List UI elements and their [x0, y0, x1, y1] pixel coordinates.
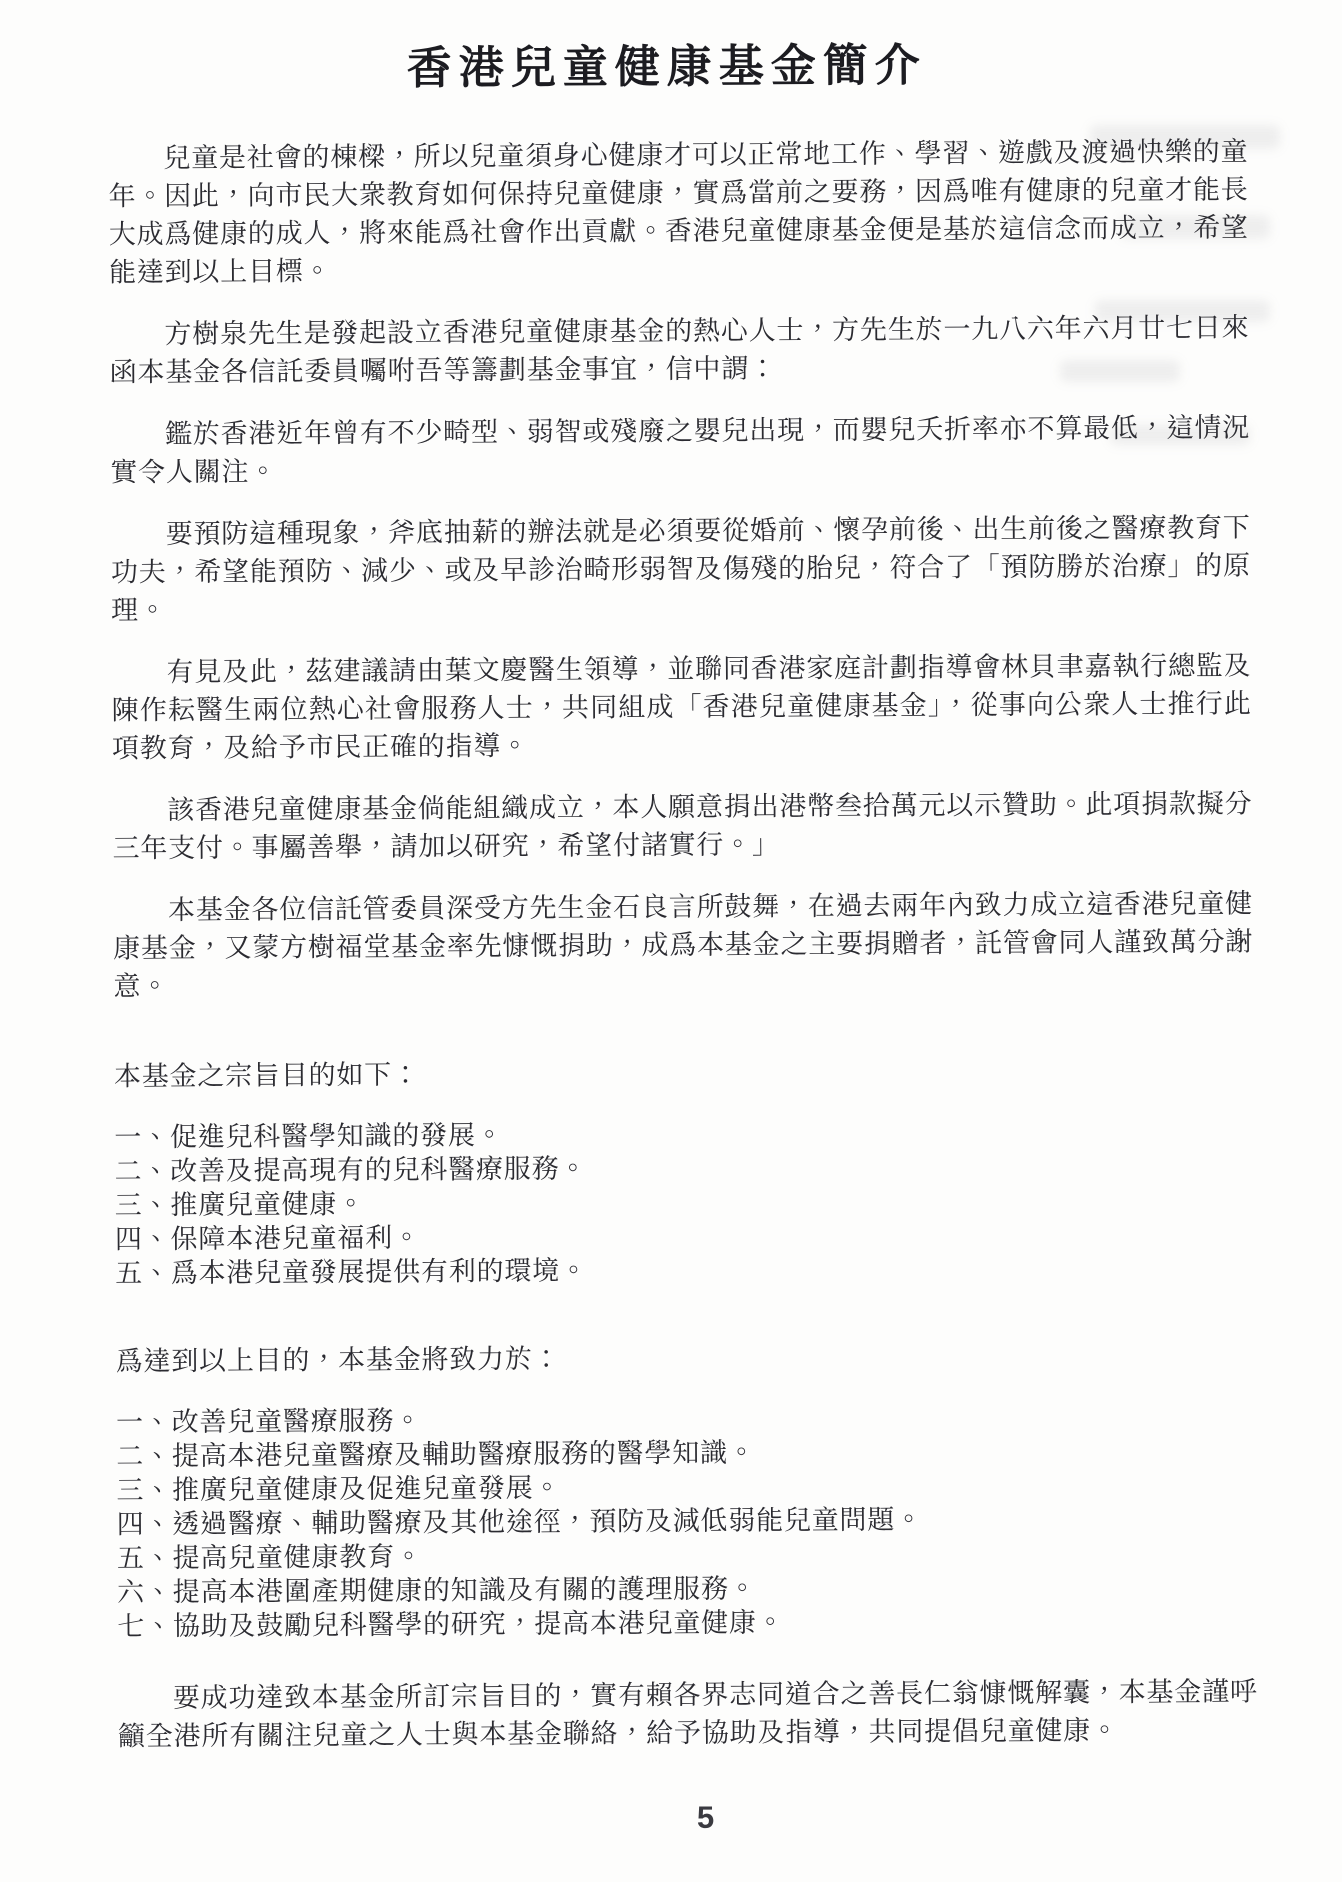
- document-title: 香港兒童健康基金簡介: [406, 40, 927, 94]
- paragraph-letter-prevention: 要預防這種現象，斧底抽薪的辦法就是必須要從婚前、懷孕前後、出生前後之醫療教育下功夫，希望能預防、減少、或及早診治畸形弱智及傷殘的胎兒，符合了「預防勝於治療」的原理。: [110, 512, 1251, 626]
- actions-item-1: 一、改善兒童醫療服務。: [115, 1405, 422, 1438]
- actions-heading: 爲達到以上目的，本基金將致力於：: [115, 1343, 561, 1377]
- actions-list: [116, 1399, 1257, 1643]
- paragraph-letter-proposal: 有見及此，茲建議請由葉文慶醫生領導，並聯同香港家庭計劃指導會林貝聿嘉執行總監及陳作耘醫生兩位熱心社會服務人士，共同組成「香港兒童健康基金」，從事向公衆人士推行此項教育，及給予市民正確的指導。: [111, 650, 1252, 764]
- paragraph-intro: 兒童是社會的棟樑，所以兒童須身心健康才可以正常地工作、學習、遊戲及渡過快樂的童年。因此，向市民大衆教育如何保持兒童健康，實爲當前之要務，因爲唯有健康的兒童才能長大成爲健康的成人，將來能爲社會作出貢獻。香港兒童健康基金便是基於這信念而成立，希望能達到以上目標。: [108, 136, 1249, 288]
- objectives-item-4: 四、保障本港兒童福利。: [114, 1222, 421, 1255]
- document-body: [108, 132, 1258, 1779]
- objectives-list: [114, 1114, 1255, 1290]
- actions-item-4: 四、透過醫療、輔助醫療及其他途徑，預防及減低弱能兒童問題。: [116, 1504, 923, 1540]
- actions-item-3: 三、推廣兒童健康及促進兒童發展。: [116, 1472, 562, 1506]
- page-number: 5: [696, 1799, 715, 1835]
- paragraph-letter-concern: 鑑於香港近年曾有不少畸型、弱智或殘廢之嬰兒出現，而嬰兒夭折率亦不算最低，這情況實令人關注。: [110, 412, 1251, 488]
- paragraph-trustees-thanks: 本基金各位信託管委員深受方先生金石良言所鼓舞，在過去兩年內致力成立這香港兒童健康基金，又蒙方樹福堂基金率先慷慨捐助，成爲本基金之主要捐贈者，託管會同人謹致萬分謝意。: [113, 888, 1254, 1002]
- objectives-item-5: 五、爲本港兒童發展提供有利的環境。: [115, 1255, 588, 1289]
- actions-item-6: 六、提高本港圍產期健康的知識及有關的護理服務。: [117, 1573, 757, 1608]
- objectives-item-3: 三、推廣兒童健康。: [114, 1188, 366, 1221]
- actions-item-2: 二、提高本港兒童醫療及輔助醫療服務的醫學知識。: [116, 1437, 756, 1472]
- paragraph-founder-letter-intro: 方樹泉先生是發起設立香港兒童健康基金的熱心人士，方先生於一九八六年六月廿七日來函本基金各信託委員囑咐吾等籌劃基金事宜，信中謂：: [109, 312, 1250, 388]
- objectives-heading: 本基金之宗旨目的如下：: [113, 1059, 420, 1092]
- actions-item-7: 七、協助及鼓勵兒科醫學的研究，提高本港兒童健康。: [117, 1607, 785, 1642]
- paragraph-letter-donation: 該香港兒童健康基金倘能組織成立，本人願意捐出港幣叁拾萬元以示贊助。此項捐款擬分三年支付。事屬善舉，請加以研究，希望付諸實行。」: [112, 788, 1253, 864]
- objectives-item-1: 一、促進兒科醫學知識的發展。: [114, 1120, 504, 1153]
- objectives-item-2: 二、改善及提高現有的兒科醫療服務。: [114, 1153, 588, 1187]
- actions-item-5: 五、提高兒童健康教育。: [116, 1541, 423, 1574]
- closing-paragraph: 要成功達致本基金所訂宗旨目的，實有賴各界志同道合之善長仁翁慷慨解囊，本基金謹呼籲全港所有關注兒童之人士與本基金聯絡，給予協助及指導，共同提倡兒童健康。: [117, 1676, 1258, 1752]
